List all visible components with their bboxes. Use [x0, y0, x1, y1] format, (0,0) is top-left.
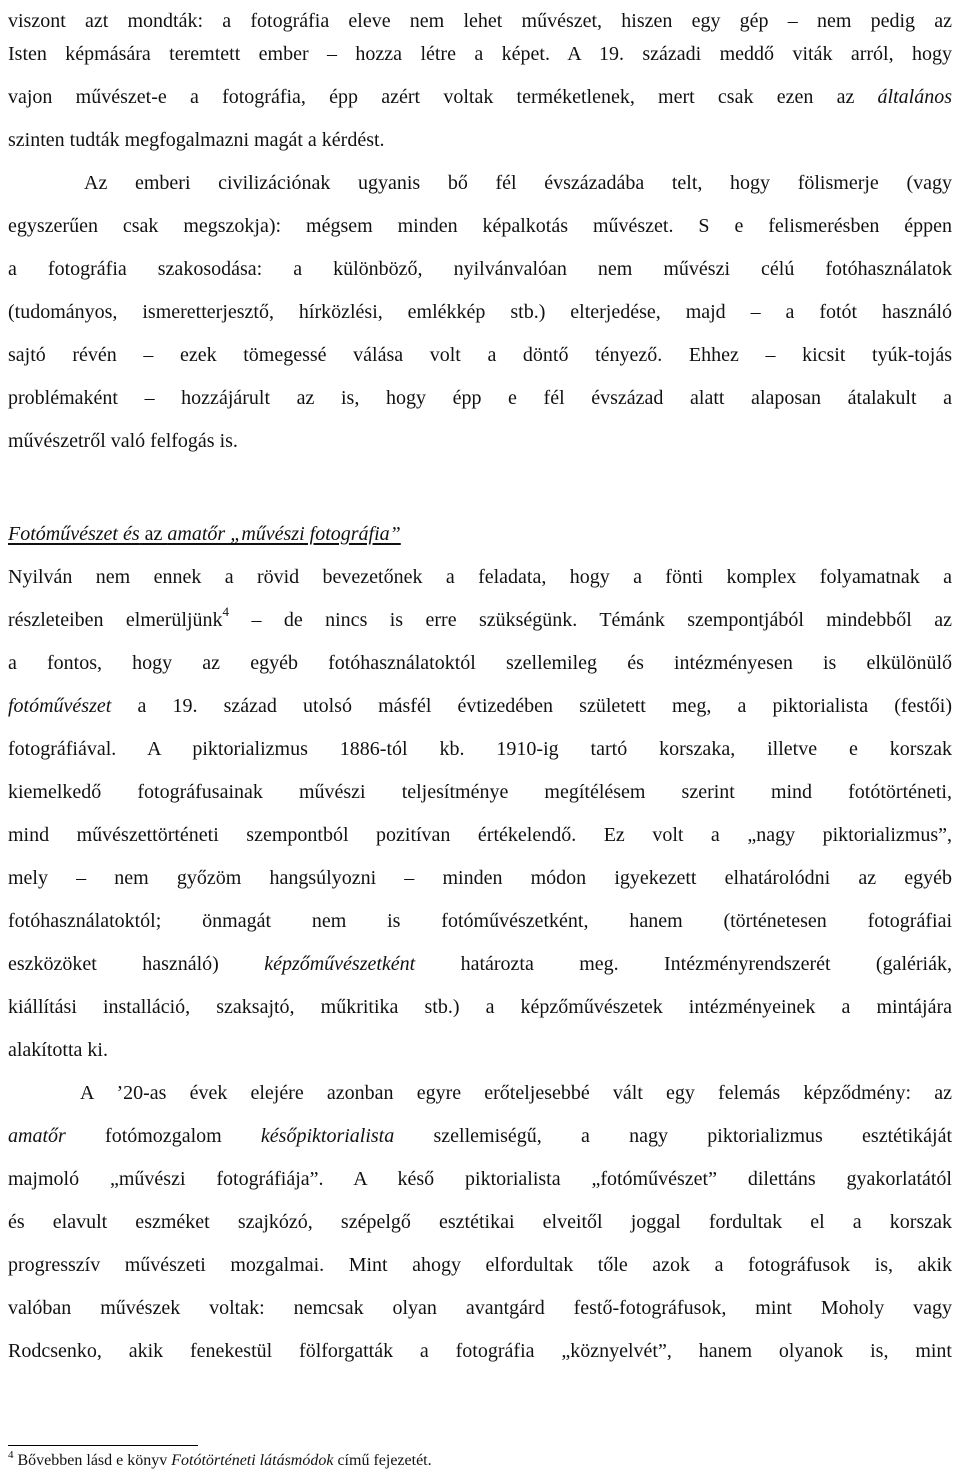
- text-line: és elavult eszméket szajkózó, szépelgő esztétikai elveitől joggal fordultak el a korszak: [8, 1211, 952, 1233]
- text-line: Az emberi civilizációnak ugyanis bő fél évszázadába telt, hogy fölismerje (vagy: [84, 172, 952, 194]
- text-line: viszont azt mondták: a fotográfia eleve nem lehet művészet, hiszen egy gép – nem pedig az: [8, 10, 952, 32]
- footnote-divider: [8, 1445, 198, 1446]
- text-line: sajtó révén – ezek tömegessé válása volt a döntő tényező. Ehhez – kicsit tyúk-tojás: [8, 344, 952, 366]
- text-line: Isten képmására teremtett ember – hozza létre a képet. A 19. századi meddő viták arról, hogy: [8, 43, 952, 65]
- text-line: a fontos, hogy az egyéb fotóhasználatoktól szellemileg és intézményesen is elkülönülő: [8, 652, 952, 674]
- text-line: kiállítási installáció, szaksajtó, műkritika stb.) a képzőművészetek intézményeinek a mintájára: [8, 996, 952, 1018]
- emphasis: fotóművészet: [8, 695, 112, 717]
- text-line: kiemelkedő fotográfusainak művészi teljesítménye megítélésem szerint mind fotótörténeti,: [8, 781, 952, 803]
- text-line: valóban művészek voltak: nemcsak olyan avantgárd festő-fotográfusok, mint Moholy vagy: [8, 1297, 952, 1319]
- text-line: majmoló „művészi fotográfiája”. A késő piktorialista „fotóművészet” dilettáns gyakorlatától: [8, 1168, 952, 1190]
- section-heading: Fotóművészet és az amatőr „művészi fotográfia”: [8, 523, 401, 545]
- text-line: problémaként – hozzájárult az is, hogy épp e fél évszázad alatt alaposan átalakult a: [8, 387, 952, 409]
- text-line: mely – nem győzöm hangsúlyozni – minden módon igyekezett elhatárolódni az egyéb: [8, 867, 952, 889]
- emphasis: képzőművészetként: [264, 953, 416, 975]
- text-line: fotóhasználatoktól; önmagát nem is fotóművészetként, hanem (történetesen fotográfiai: [8, 910, 952, 932]
- footnote-number: 4: [8, 1448, 14, 1461]
- text-line: a fotográfia szakosodása: a különböző, nyilvánvalóan nem művészi célú fotóhasználatok: [8, 258, 952, 280]
- emphasis: Fotótörténeti látásmódok: [171, 1452, 334, 1469]
- text-line: fotográfiával. A piktorializmus 1886-tól kb. 1910-ig tartó korszaka, illetve e korszak: [8, 738, 952, 760]
- footnote-marker: 4: [222, 604, 230, 620]
- text-line: mind művészettörténeti szempontból pozitívan értékelendő. Ez volt a „nagy piktorializmus”,: [8, 824, 952, 846]
- text-line: részleteiben elmerüljünk$^4$ – de nincs is erre szükségünk. Témánk szempontjából mindebből az: [8, 604, 953, 631]
- text-line: egyszerűen csak megszokja): mégsem minden képalkotás művészet. S e felismerésben éppen: [8, 215, 952, 237]
- text-line: alakította ki.: [8, 1039, 108, 1061]
- text-line: vajon művészet-e a fotográfia, épp azért voltak terméketlenek, mert csak ezen az általános: [8, 86, 952, 108]
- text-line: A ’20-as évek elejére azonban egyre erőteljesebbé vált egy felemás képződmény: az: [80, 1082, 952, 1104]
- text-line: (tudományos, ismeretterjesztő, hírközlési, emlékkép stb.) elterjedése, majd – a fotót használó: [8, 301, 952, 323]
- text-line: Rodcsenko, akik fenekestül fölforgatták a fotográfia „köznyelvét”, hanem olyanok is, mint: [8, 1340, 952, 1362]
- text-line: progresszív művészeti mozgalmai. Mint ahogy elfordultak tőle azok a fotográfusok is, akik: [8, 1254, 952, 1276]
- text-line: fotóművészet a 19. század utolsó másfél évtizedében született meg, a piktorialista (festői): [8, 695, 952, 717]
- text-line: Nyilván nem ennek a rövid bevezetőnek a feladata, hogy a fönti komplex folyamatnak a: [8, 566, 952, 588]
- footnote: $^4$ Bővebben lásd e könyv Fotótörténeti látásmódok című fejezetét.: [8, 1448, 432, 1469]
- emphasis: amatőr: [8, 1125, 66, 1147]
- text-line: szinten tudták megfogalmazni magát a kérdést.: [8, 129, 385, 151]
- emphasis: későpiktorialista: [260, 1125, 395, 1147]
- text-line: eszközöket használó) képzőművészetként határozta meg. Intézményrendszerét (galériák,: [8, 953, 952, 975]
- emphasis: általános: [877, 86, 952, 108]
- text-line: művészetről való felfogás is.: [8, 430, 238, 452]
- text-line: amatőr fotómozgalom későpiktorialista szellemiségű, a nagy piktorializmus esztétikáját: [8, 1125, 952, 1147]
